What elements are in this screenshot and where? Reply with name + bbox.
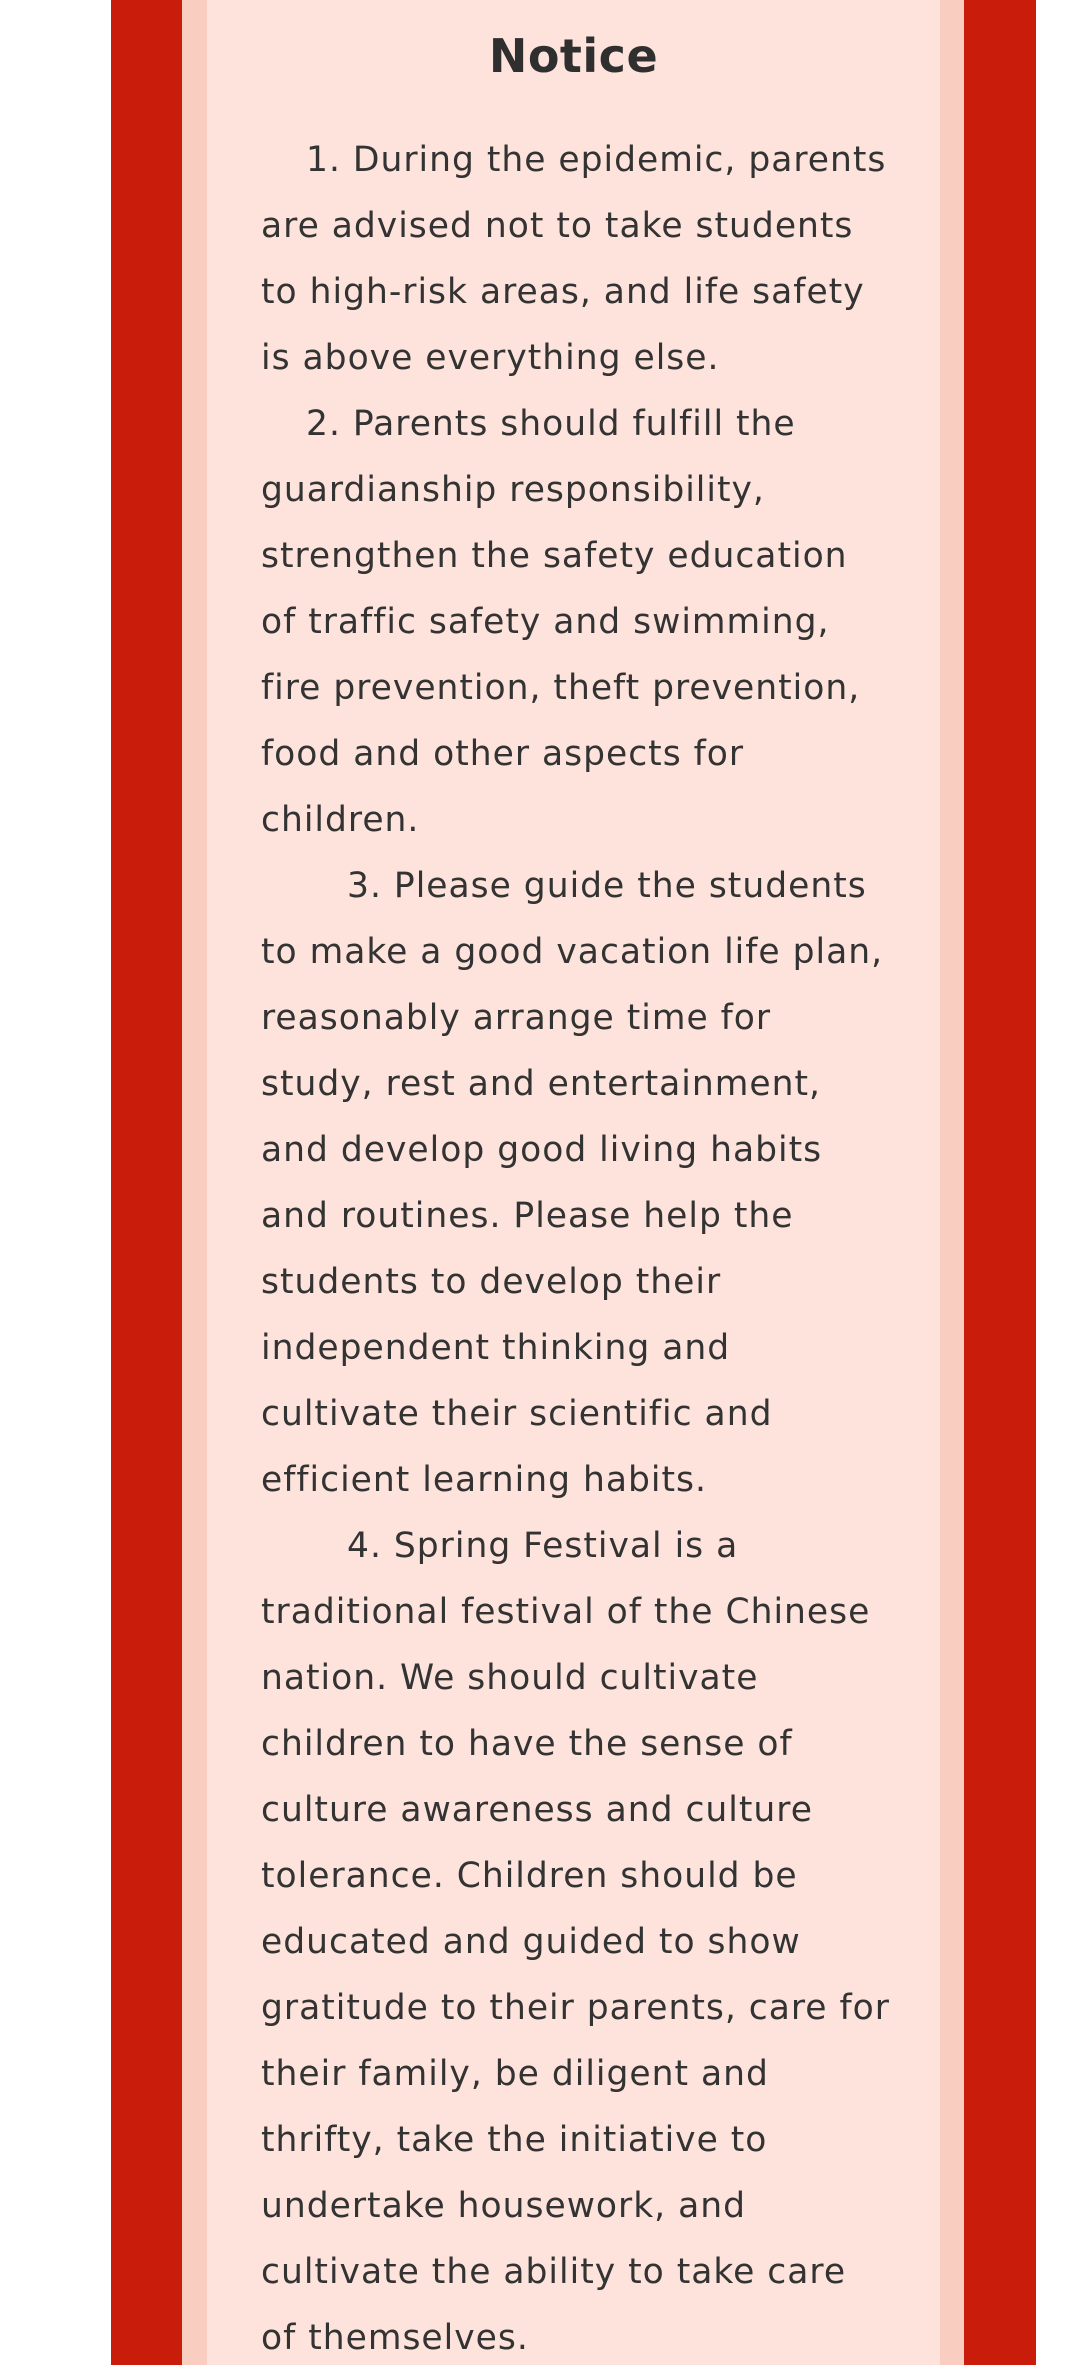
notice-line: of traffic safety and swimming,	[261, 602, 830, 642]
notice-line: study, rest and entertainment,	[261, 1064, 821, 1104]
notice-line: food and other aspects for	[261, 734, 745, 774]
notice-line: to make a good vacation life plan,	[261, 932, 884, 972]
notice-line: reasonably arrange time for	[261, 998, 772, 1038]
notice-line: their family, be diligent and	[261, 2054, 769, 2094]
notice-line: traditional festival of the Chinese	[261, 1592, 871, 1632]
notice-line: 3. Please guide the students	[347, 866, 867, 906]
notice-line: to high-risk areas, and life safety	[261, 272, 865, 312]
notice-line: independent thinking and	[261, 1328, 731, 1368]
notice-line: tolerance. Children should be	[261, 1856, 798, 1896]
notice-line: guardianship responsibility,	[261, 470, 765, 510]
notice-body	[261, 127, 901, 2371]
notice-line: gratitude to their parents, care for	[261, 1988, 890, 2028]
notice-line: and develop good living habits	[261, 1130, 823, 1170]
notice-line: 1. During the epidemic, parents	[306, 140, 887, 180]
notice-line: children.	[261, 800, 420, 840]
notice-line: cultivate the ability to take care	[261, 2252, 847, 2292]
notice-line: 4. Spring Festival is a	[347, 1526, 739, 1566]
notice-line: undertake housework, and	[261, 2186, 747, 2226]
notice-line: efficient learning habits.	[261, 1460, 707, 1500]
notice-line: and routines. Please help the	[261, 1196, 794, 1236]
notice-line: is above everything else.	[261, 338, 720, 378]
notice-line: educated and guided to show	[261, 1922, 801, 1962]
notice-line: nation. We should cultivate	[261, 1658, 759, 1698]
notice-panel	[207, 0, 940, 2365]
notice-line: are advised not to take students	[261, 206, 854, 246]
notice-line: students to develop their	[261, 1262, 722, 1302]
notice-line: thrifty, take the initiative to	[261, 2120, 768, 2160]
notice-line: children to have the sense of	[261, 1724, 793, 1764]
notice-line: cultivate their scientific and	[261, 1394, 773, 1434]
notice-line: strengthen the safety education	[261, 536, 848, 576]
notice-line: 2. Parents should fulfill the	[306, 404, 796, 444]
notice-title: Notice	[488, 29, 659, 83]
notice-line: culture awareness and culture	[261, 1790, 813, 1830]
notice-line: of themselves.	[261, 2318, 529, 2358]
notice-line: fire prevention, theft prevention,	[261, 668, 861, 708]
